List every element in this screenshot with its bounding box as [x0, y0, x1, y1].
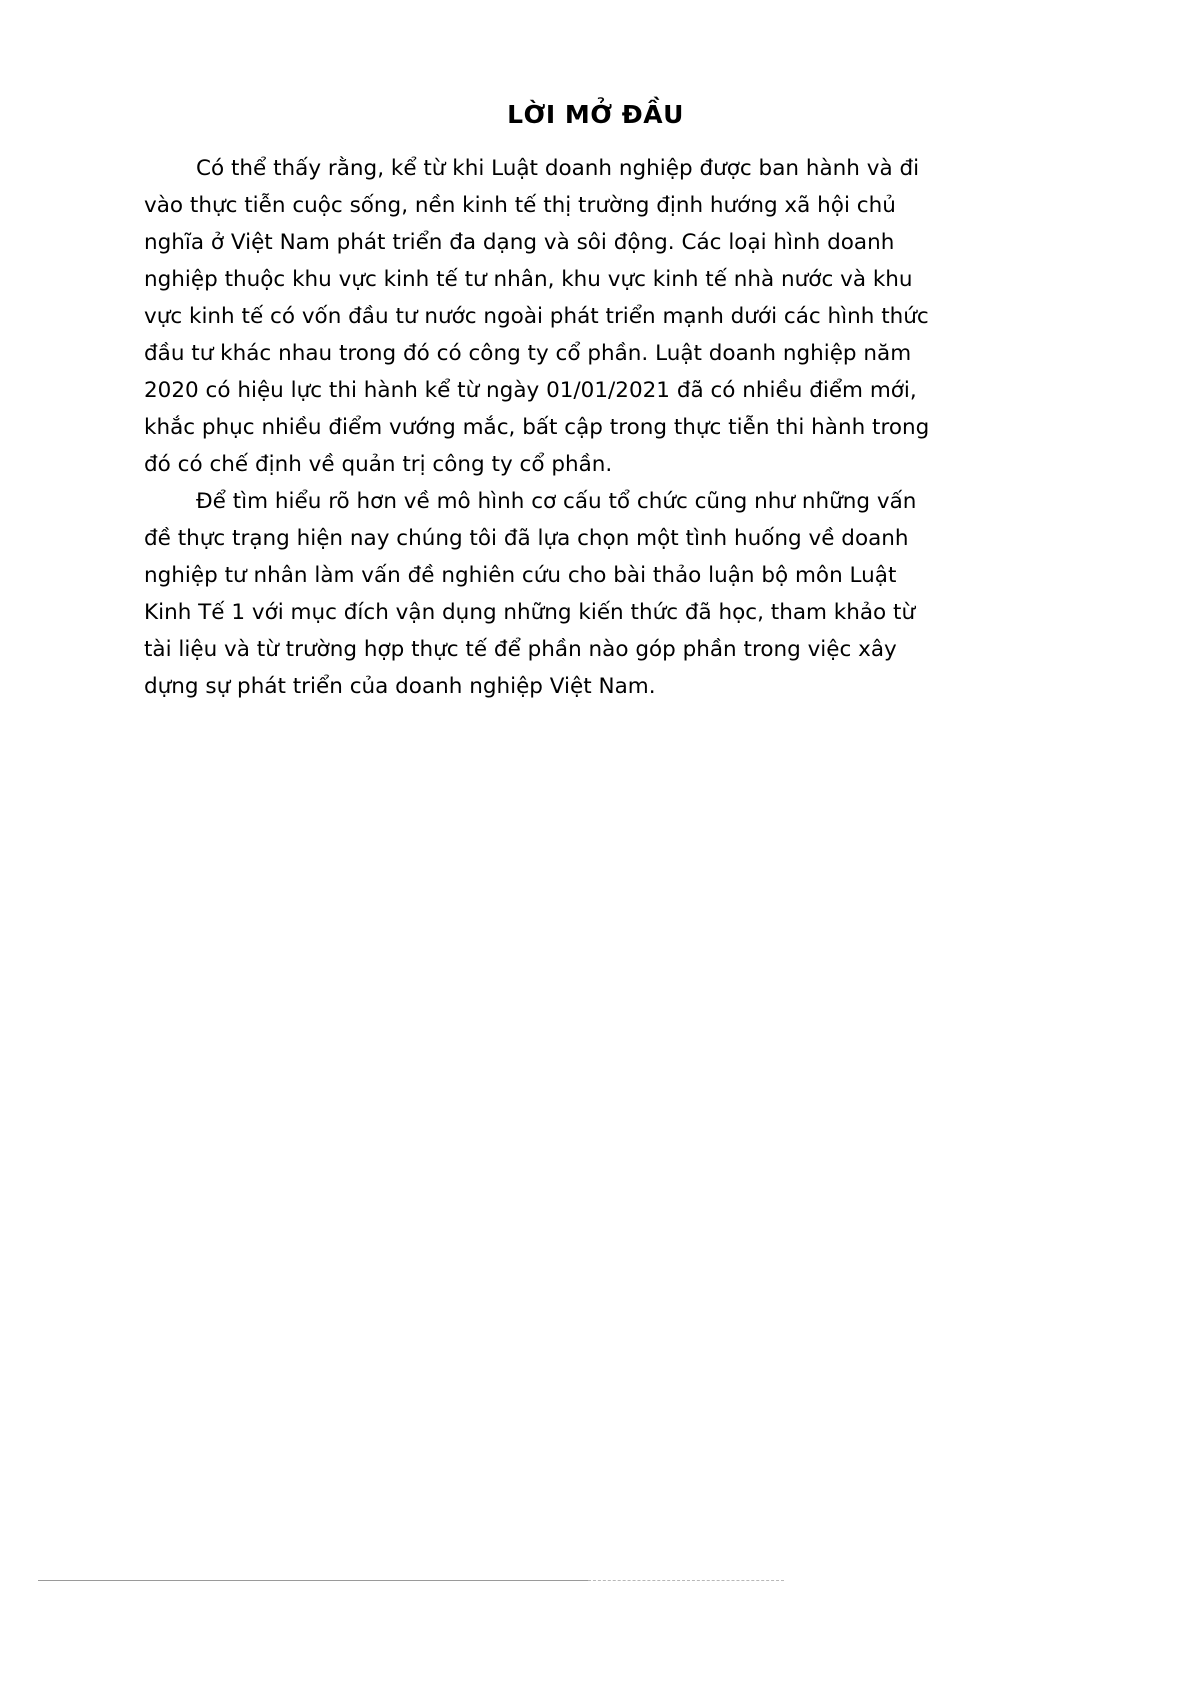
paragraph-line: tài liệu và từ trường hợp thực tế để phần nào góp phần trong việc xây — [144, 637, 897, 662]
paragraph-line: vực kinh tế có vốn đầu tư nước ngoài phát triển mạnh dưới các hình thức — [144, 304, 929, 329]
paragraph-line: Kinh Tế 1 với mục đích vận dụng những kiến thức đã học, tham khảo từ — [144, 600, 916, 625]
paragraph-2 — [144, 483, 1044, 705]
paragraph-line: nghiệp thuộc khu vực kinh tế tư nhân, khu vực kinh tế nhà nước và khu — [144, 267, 913, 292]
paragraph-line: dựng sự phát triển của doanh nghiệp Việt Nam. — [144, 674, 656, 699]
footer-divider — [38, 1580, 588, 1581]
paragraph-line: Có thể thấy rằng, kể từ khi Luật doanh nghiệp được ban hành và đi — [196, 156, 920, 181]
paragraph-line: đề thực trạng hiện nay chúng tôi đã lựa chọn một tình huống về doanh — [144, 526, 909, 551]
paragraph-1 — [144, 150, 1044, 483]
paragraph-line: đầu tư khác nhau trong đó có công ty cổ phần. Luật doanh nghiệp năm — [144, 341, 912, 366]
paragraph-line: vào thực tiễn cuộc sống, nền kinh tế thị trường định hướng xã hội chủ — [144, 193, 896, 218]
paragraph-line: khắc phục nhiều điểm vướng mắc, bất cập trong thực tiễn thi hành trong — [144, 415, 930, 440]
page-title: LỜI MỞ ĐẦU — [507, 100, 684, 129]
footer-divider-dashed — [588, 1580, 784, 1581]
paragraph-line: đó có chế định về quản trị công ty cổ phần. — [144, 452, 613, 477]
paragraph-line: 2020 có hiệu lực thi hành kể từ ngày 01/01/2021 đã có nhiều điểm mới, — [144, 378, 917, 403]
paragraph-line: nghiệp tư nhân làm vấn đề nghiên cứu cho bài thảo luận bộ môn Luật — [144, 563, 897, 588]
paragraph-line: nghĩa ở Việt Nam phát triển đa dạng và sôi động. Các loại hình doanh — [144, 230, 895, 255]
document-body — [144, 150, 1044, 705]
paragraph-line: Để tìm hiểu rõ hơn về mô hình cơ cấu tổ chức cũng như những vấn — [196, 489, 917, 514]
